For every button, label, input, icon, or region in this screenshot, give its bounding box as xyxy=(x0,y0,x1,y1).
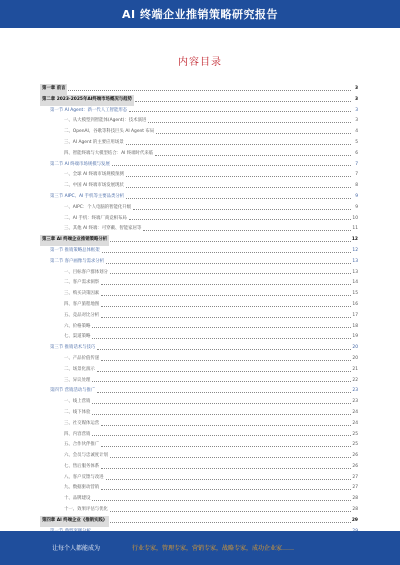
toc-page-number: 20 xyxy=(352,345,358,351)
toc-page-number: 3 xyxy=(355,118,358,124)
toc-entry-label: 一、从大模型到智能体(Agent)：技术演进 xyxy=(64,118,147,124)
toc-row-item[interactable] xyxy=(40,430,358,441)
toc-page-number: 25 xyxy=(352,442,358,448)
toc-dot-leader xyxy=(126,187,351,188)
toc-dot-leader xyxy=(68,90,351,91)
toc-dot-leader xyxy=(101,360,351,361)
toc-dot-leader xyxy=(92,403,351,404)
toc-page-number: 8 xyxy=(355,183,358,189)
toc-row-item[interactable] xyxy=(40,322,358,333)
toc-page-number: 13 xyxy=(352,269,358,275)
toc-page-number: 18 xyxy=(352,323,358,329)
toc-entry-label: 一、线上营销 xyxy=(64,399,91,405)
toc-dot-leader xyxy=(101,425,351,426)
toc-entry-label: 四、客户旅程地图 xyxy=(64,301,100,307)
toc-dot-leader xyxy=(92,327,351,328)
toc-page-number: 7 xyxy=(355,172,358,178)
toc-dot-leader xyxy=(101,284,351,285)
toc-entry-label: 二、OpenAI、谷歌等科技巨头 AI Agent 布局 xyxy=(64,129,155,135)
toc-entry-label: 十一、效果评估与优化 xyxy=(64,507,108,513)
toc-row-item[interactable] xyxy=(40,505,358,516)
toc-dot-leader xyxy=(112,165,351,166)
toc-page-number: 21 xyxy=(352,366,358,372)
toc-row-item[interactable] xyxy=(40,494,358,505)
toc-page-number: 24 xyxy=(352,420,358,426)
toc-row-item[interactable] xyxy=(40,397,358,408)
toc-row-section[interactable] xyxy=(40,386,358,397)
toc-entry-label: 六、价格策略 xyxy=(64,323,91,329)
toc-page-number: 12 xyxy=(351,237,358,243)
toc-dot-leader xyxy=(97,371,351,372)
toc-page-number: 27 xyxy=(352,474,358,480)
toc-dot-leader xyxy=(143,230,351,231)
toc-page-number: 26 xyxy=(352,453,358,459)
toc-row-item[interactable] xyxy=(40,311,358,322)
toc-dot-leader xyxy=(92,381,351,382)
toc-row-item[interactable] xyxy=(40,181,358,192)
toc-row-item[interactable] xyxy=(40,289,358,300)
toc-entry-label: 第三节 推销话术与技巧 xyxy=(50,345,96,351)
toc-dot-leader xyxy=(110,511,351,512)
toc-page-number: 3 xyxy=(355,107,358,113)
toc-dot-leader xyxy=(101,317,351,318)
toc-entry-label: 五、竞品对比分析 xyxy=(64,312,100,318)
toc-page-number: 26 xyxy=(352,463,358,469)
toc-row-item[interactable] xyxy=(40,138,358,149)
toc-page-number: 19 xyxy=(352,334,358,340)
toc-dot-leader xyxy=(129,111,351,112)
toc-page-number: 28 xyxy=(352,507,358,513)
toc-page-number: 11 xyxy=(352,226,358,232)
toc-dot-leader xyxy=(92,500,351,501)
toc-row-item[interactable] xyxy=(40,483,358,494)
toc-entry-label: 三、异议处理 xyxy=(64,377,91,383)
toc-page-number: 12 xyxy=(352,247,358,253)
toc-page-number: 7 xyxy=(355,161,358,167)
toc-page-number: 17 xyxy=(352,312,358,318)
toc-row-item[interactable] xyxy=(40,268,358,279)
toc-entry-label: 一、产品价值传递 xyxy=(64,355,100,361)
toc-row-item[interactable] xyxy=(40,451,358,462)
toc-dot-leader xyxy=(126,144,351,145)
toc-dot-leader xyxy=(126,176,351,177)
toc-dot-leader xyxy=(133,209,351,210)
toc-dot-leader xyxy=(106,479,351,480)
toc-row-item[interactable] xyxy=(40,473,358,484)
toc-dot-leader xyxy=(101,306,351,307)
toc-entry-label: 第二节 客户画像与需求分析 xyxy=(50,258,105,264)
toc-dot-leader xyxy=(101,295,351,296)
toc-page-number: 14 xyxy=(352,280,358,286)
toc-entry-label: 四、内容营销 xyxy=(64,431,91,437)
toc-row-section[interactable] xyxy=(40,343,358,354)
toc-entry-label: 九、数据驱动营销 xyxy=(64,485,100,491)
toc-row-item[interactable] xyxy=(40,278,358,289)
toc-row-item[interactable] xyxy=(40,224,358,235)
toc-page-number: 20 xyxy=(352,355,358,361)
toc-entry-label: 三、购买决策因素 xyxy=(64,291,100,297)
toc-entry-label: 第二节 AI 终端市场规模与发展 xyxy=(50,161,110,167)
toc-row-item[interactable] xyxy=(40,419,358,430)
toc-entry-label: 八、客户反馈与改进 xyxy=(64,474,104,480)
toc-page-number: 6 xyxy=(355,150,358,156)
toc-heading: 内容目录 xyxy=(178,57,222,68)
toc-dot-leader xyxy=(106,263,351,264)
toc-row-item[interactable] xyxy=(40,408,358,419)
toc-dot-leader xyxy=(110,273,351,274)
toc-row-item[interactable] xyxy=(40,116,358,127)
toc-entry-label: 第二章 2023-2025年AI终端市场概况与趋势 xyxy=(40,95,134,106)
toc-row-chapter[interactable] xyxy=(40,235,358,246)
toc-dot-leader xyxy=(129,219,351,220)
toc-row-item[interactable] xyxy=(40,462,358,473)
toc-row-item[interactable] xyxy=(40,300,358,311)
toc-entry-label: 第一章 前言 xyxy=(40,84,67,95)
toc-row-item[interactable] xyxy=(40,170,358,181)
toc-entry-label: 五、合作伙伴推广 xyxy=(64,442,100,448)
toc-row-chapter[interactable] xyxy=(40,516,358,527)
toc-entry-label: 一、AIPC：个人电脑的智能化升级 xyxy=(64,204,132,210)
toc-page-number: 10 xyxy=(352,215,358,221)
toc-dot-leader xyxy=(102,252,351,253)
toc-entry-label: 一、全球 AI 终端市场规模预测 xyxy=(64,172,124,178)
toc-entry-label: 二、中国 AI 终端市场发展现状 xyxy=(64,183,124,189)
footer-slogan: 让每个人都能成为 xyxy=(52,545,101,552)
toc-dot-leader xyxy=(92,414,351,415)
toc-row-chapter[interactable] xyxy=(40,84,358,95)
toc-row-item[interactable] xyxy=(40,332,358,343)
table-of-contents xyxy=(40,84,358,537)
toc-row-chapter[interactable] xyxy=(40,95,358,106)
toc-dot-leader xyxy=(92,435,351,436)
toc-entry-label: 七、售后服务体系 xyxy=(64,463,100,469)
toc-dot-leader xyxy=(148,122,351,123)
toc-dot-leader xyxy=(97,392,351,393)
toc-page-number: 22 xyxy=(352,377,358,383)
toc-dot-leader xyxy=(101,446,351,447)
toc-entry-label: 第三节 AIPC、AI 手机等主要品类分析 xyxy=(50,193,125,199)
toc-page-number: 24 xyxy=(352,409,358,415)
toc-page-number: 27 xyxy=(352,485,358,491)
toc-row-section[interactable] xyxy=(40,106,358,117)
toc-dot-leader xyxy=(92,338,351,339)
toc-entry-label: 三、其他 AI 终端：可穿戴、智能家居等 xyxy=(64,226,142,232)
toc-dot-leader xyxy=(101,468,351,469)
toc-row-item[interactable] xyxy=(40,354,358,365)
toc-row-item[interactable] xyxy=(40,127,358,138)
toc-row-item[interactable] xyxy=(40,440,358,451)
toc-entry-label: 二、客户需求洞察 xyxy=(64,280,100,286)
toc-page-number: 3 xyxy=(354,96,358,102)
toc-page-number: 25 xyxy=(352,431,358,437)
toc-entry-label: 二、线下体验 xyxy=(64,409,91,415)
toc-row-section[interactable] xyxy=(40,160,358,171)
toc-entry-label: 三、社交媒体运营 xyxy=(64,420,100,426)
toc-entry-label: 第三章 AI 终端企业推销策略分析 xyxy=(40,235,109,246)
toc-entry-label: 三、AI Agent 的主要应用场景 xyxy=(64,139,124,145)
toc-row-item[interactable] xyxy=(40,214,358,225)
report-header-bar xyxy=(0,0,400,28)
toc-page-number: 15 xyxy=(352,291,358,297)
toc-entry-label: 七、渠道策略 xyxy=(64,334,91,340)
toc-page-number: 9 xyxy=(355,204,358,210)
toc-dot-leader xyxy=(126,198,351,199)
toc-entry-label: 第四节 营销活动与推广 xyxy=(50,388,96,394)
toc-page-number: 16 xyxy=(352,301,358,307)
toc-dot-leader xyxy=(110,457,351,458)
toc-row-section[interactable] xyxy=(40,246,358,257)
toc-dot-leader xyxy=(101,489,351,490)
toc-page-number: 3 xyxy=(354,86,358,91)
toc-dot-leader xyxy=(135,101,351,102)
toc-entry-label: 二、场景化演示 xyxy=(64,366,95,372)
toc-page-number: 13 xyxy=(352,258,358,264)
footer-tagline: 行业专家，管理专家，营销专家，战略专家，成功企业家…… xyxy=(132,545,295,552)
toc-dot-leader xyxy=(110,241,351,242)
footer-bar xyxy=(0,531,400,565)
toc-page-number: 28 xyxy=(352,496,358,502)
toc-entry-label: 十、品牌建设 xyxy=(64,496,91,502)
toc-dot-leader xyxy=(110,522,351,523)
toc-row-section[interactable] xyxy=(40,192,358,203)
toc-row-section[interactable] xyxy=(40,257,358,268)
toc-page-number: 23 xyxy=(352,399,358,405)
toc-entry-label: 六、会员与忠诚度计划 xyxy=(64,453,108,459)
toc-row-item[interactable] xyxy=(40,376,358,387)
toc-entry-label: 二、AI 手机：终端厂商竞相布局 xyxy=(64,215,127,221)
report-title: AI 终端企业推销策略研究报告 xyxy=(122,8,278,21)
toc-dot-leader xyxy=(97,349,351,350)
toc-entry-label: 一、目标客户群体划分 xyxy=(64,269,108,275)
toc-entry-label: 四、智能终端与大模型结合：AI 终端时代来临 xyxy=(64,150,154,156)
toc-entry-label: 第四章 AI 终端企业《推销实践》 xyxy=(40,516,109,527)
toc-page-number: 9 xyxy=(355,193,358,199)
toc-entry-label: 第一节 推销策略总体框架 xyxy=(50,247,100,253)
toc-row-item[interactable] xyxy=(40,149,358,160)
toc-page-number: 23 xyxy=(352,388,358,394)
toc-row-item[interactable] xyxy=(40,203,358,214)
toc-page-number: 4 xyxy=(355,129,358,135)
toc-row-item[interactable] xyxy=(40,365,358,376)
toc-entry-label: 第一节 AI Agent：新一代人工智能形态 xyxy=(50,107,128,113)
toc-dot-leader xyxy=(156,133,351,134)
toc-dot-leader xyxy=(155,155,351,156)
toc-page-number: 29 xyxy=(351,517,358,523)
toc-page-number: 5 xyxy=(355,139,358,145)
